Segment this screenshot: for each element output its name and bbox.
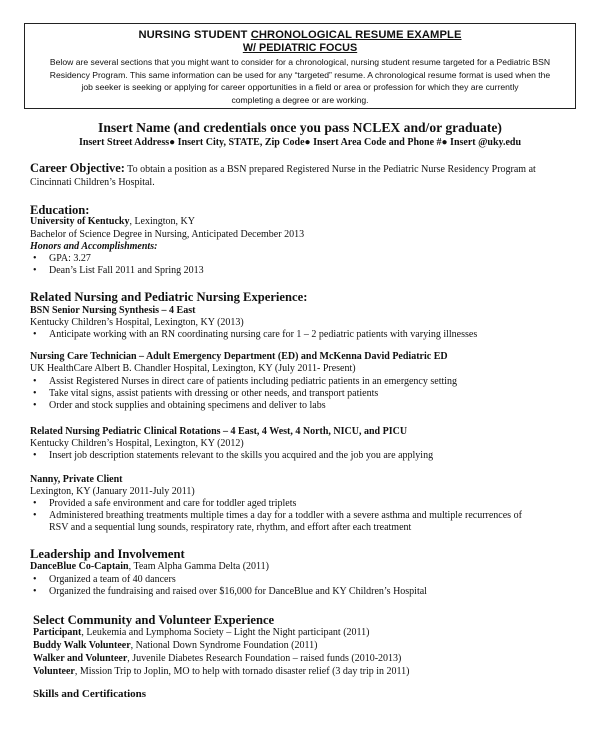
school-line [30, 216, 195, 227]
list-item-text: Organized the fundraising and raised over $16,000 for DanceBlue and KY Children’s Hospital [49, 586, 427, 597]
leadership-role [30, 561, 269, 572]
experience-heading: Related Nursing and Pediatric Nursing Experience: [30, 290, 308, 304]
leadership-heading: Leadership and Involvement [30, 547, 185, 561]
job-title: Related Nursing Pediatric Clinical Rotations – 4 East, 4 West, 4 North, NICU, and PICU [30, 426, 408, 437]
school-location: , Lexington, KY [129, 216, 195, 227]
school-name: University of Kentucky [30, 216, 130, 227]
list-item-text: Insert job description statements relevant to the skills you acquired and the job you are applying [49, 450, 434, 461]
intro-box [24, 23, 576, 109]
intro-line: Residency Program. This same information can be used for any “targeted” resume. A chronological resume format is used when the [49, 69, 551, 80]
resume-title [25, 29, 575, 41]
intro-line: Below are several sections that you might want to consider for a chronological, nursing student resume targeted for a Pediatric BSN [49, 57, 551, 67]
community-text: , Mission Trip to Joplin, MO to help with tornado disaster relief (3 day trip in 2011) [74, 666, 410, 677]
list-item-text: Assist Registered Nurses in direct care of patients including pediatric patients in an emergency setting [49, 376, 458, 387]
list-item-text: Administered breathing treatments multiple times a day for a toddler with a severe asthma and multiple recurrences of [49, 510, 522, 521]
job-title: Nanny, Private Client [30, 474, 123, 485]
intro-line: job seeker is seeking or applying for career opportunities in a field or area or profession for which they are currently [81, 82, 519, 93]
objective-text: To obtain a position as a BSN prepared Registered Nurse in the Pediatric Nurse Residency Program at Cincinnati Children’s Hospital. [30, 164, 536, 188]
education-heading: Education: [30, 203, 90, 217]
job-place: UK HealthCare Albert B. Chandler Hospital, Lexington, KY (July 2011- Present) [30, 363, 356, 374]
community-item [33, 627, 370, 638]
community-item [33, 640, 317, 651]
list-item-text: Order and stock supplies and obtaining specimens and deliver to labs [49, 400, 326, 411]
intro-line: completing a degree or are working. [231, 94, 369, 105]
role-org: , Team Alpha Gamma Delta (2011) [128, 561, 269, 572]
community-role: Walker and Volunteer [33, 653, 128, 664]
community-role: Volunteer [33, 666, 75, 677]
title-plain: NURSING STUDENT [138, 29, 251, 41]
job-place: Kentucky Children’s Hospital, Lexington, KY (2013) [30, 317, 244, 328]
list-item-text: Provided a safe environment and care for toddler aged triplets [49, 498, 297, 509]
community-role: Buddy Walk Volunteer [33, 640, 131, 651]
degree: Bachelor of Science Degree in Nursing, Anticipated December 2013 [30, 229, 305, 240]
honors-heading: Honors and Accomplishments: [30, 241, 158, 252]
skills-heading: Skills and Certifications [33, 688, 147, 700]
community-text: , National Down Syndrome Foundation (2011) [130, 640, 318, 651]
objective-label: Career Objective: [30, 161, 125, 175]
list-item-text: Organized a team of 40 dancers [49, 574, 176, 585]
community-item [33, 653, 401, 664]
title-underlined: CHRONOLOGICAL RESUME EXAMPLE [250, 29, 462, 41]
list-item-text: Anticipate working with an RN coordinating nursing care for 1 – 2 pediatric patients with varying illnesses [49, 329, 478, 340]
list-item-text: Dean’s List Fall 2011 and Spring 2013 [49, 265, 204, 276]
community-heading: Select Community and Volunteer Experience [33, 613, 275, 627]
contact-line: Insert Street Address● Insert City, STATE, Zip Code● Insert Area Code and Phone #● Insert @uky.edu [78, 137, 522, 148]
job-place: Kentucky Children’s Hospital, Lexington, KY (2012) [30, 438, 244, 449]
community-text: , Juvenile Diabetes Research Foundation – raised funds (2010-2013) [127, 653, 402, 664]
role-title: DanceBlue Co-Captain [30, 561, 129, 572]
intro-description [33, 56, 567, 106]
career-objective [30, 162, 575, 189]
job-place: Lexington, KY (January 2011-July 2011) [30, 486, 195, 497]
resume-subtitle: W/ PEDIATRIC FOCUS [242, 42, 358, 54]
candidate-name: Insert Name (and credentials once you pass NCLEX and/or graduate) [98, 120, 502, 135]
list-item-text: Take vital signs, assist patients with dressing or other needs, and transport patients [49, 388, 379, 399]
list-item-text: GPA: 3.27 [49, 253, 91, 264]
list-item-continuation: RSV and a sequential lung sounds, respiratory rate, rhythm, and effort after each treatment [49, 522, 412, 533]
community-item [33, 666, 409, 677]
community-text: , Leukemia and Lymphoma Society – Light the Night participant (2011) [81, 627, 370, 638]
job-title: BSN Senior Nursing Synthesis – 4 East [30, 305, 196, 316]
job-title: Nursing Care Technician – Adult Emergency Department (ED) and McKenna David Pediatric ED [30, 351, 448, 362]
community-role: Participant [33, 627, 82, 638]
